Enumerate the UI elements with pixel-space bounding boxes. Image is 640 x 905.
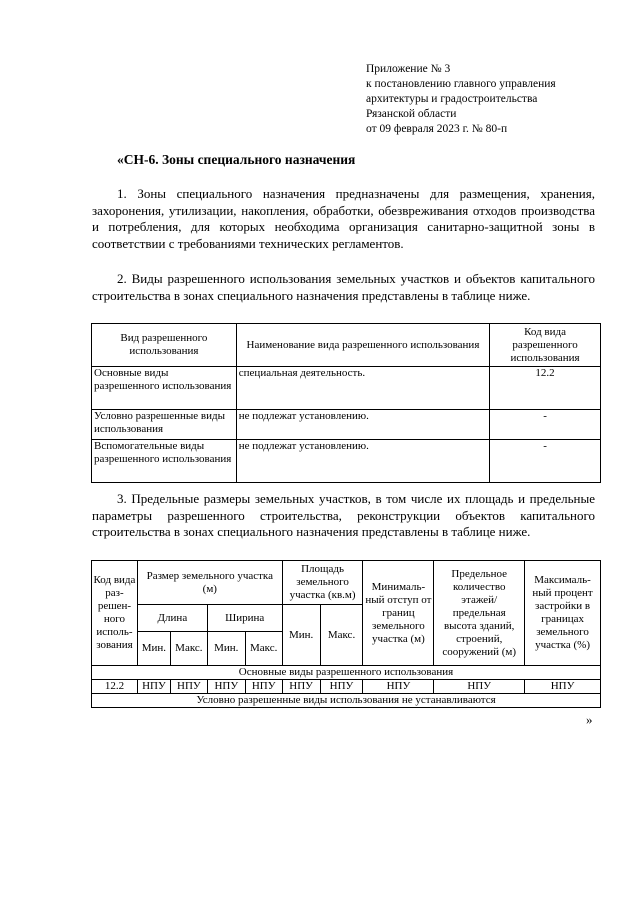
appendix-line: Рязанской области [366,108,457,120]
appendix-line: от 09 февраля 2023 г. № 80-п [366,123,508,135]
paragraph-1: 1. Зоны специального назначения предназначены для размещения, хранения, захоронения, утилизации, накопления, обработки, обезвреживания отходов производства и потребления, для которых необходима организация санитарно-защитной зоны в соответствии с требованиями технических регламентов. [92,186,595,251]
table-cell: НПУ [137,680,170,694]
header-cell: Наименование вида разрешенного использования [236,324,489,367]
section-cell: Основные виды разрешенного использования [92,666,601,680]
table-cell: НПУ [434,680,525,694]
header-cell: Ширина [207,605,282,632]
table-header-row [92,324,601,367]
paragraph-3: 3. Предельные размеры земельных участков, в том числе их площадь и предельные параметры разрешенного строительства, реконструкции объектов капитального строительства в зонах специального назначения представлены в таблице ниже. [92,491,595,539]
use-code-cell: - [490,410,601,440]
header-cell: Мин. [207,632,245,666]
section-cell: Условно разрешенные виды использования не устанавливаются [92,694,601,708]
table-cell: НПУ [245,680,282,694]
table-cell: НПУ [320,680,363,694]
table-row [92,367,601,410]
table-cell: НПУ [170,680,207,694]
appendix-line: Приложение № 3 [366,63,451,75]
use-code-cell: 12.2 [490,367,601,410]
header-cell: Размер земельного участка (м) [137,561,282,605]
table-cell: НПУ [363,680,434,694]
use-type-cell: Основные виды разрешенного использования [92,367,237,410]
header-cell: Макс. [245,632,282,666]
table-row [92,410,601,440]
appendix-line: к постановлению главного управления [366,78,556,90]
table-row [92,680,601,694]
header-cell: Макс. [170,632,207,666]
use-name-cell: не подлежат установлению. [236,410,489,440]
use-type-cell: Условно разрешенные виды использования [92,410,237,440]
section-row [92,666,601,680]
table-cell: НПУ [525,680,601,694]
header-cell: Макс. [320,605,363,666]
appendix-block [366,62,556,137]
use-name-cell: специальная деятельность. [236,367,489,410]
header-cell: Минималь-ный отступ от границ земельного участка (м) [363,561,434,666]
permitted-use-table [91,323,601,483]
appendix-line: архитектуры и градостроительства [366,93,538,105]
header-cell: Вид разрешенного использования [92,324,237,367]
use-code-cell: - [490,440,601,483]
header-cell: Код вида раз-решен-ного исполь-зования [92,561,138,666]
header-cell: Площадь земельного участка (кв.м) [282,561,363,605]
use-name-cell: не подлежат установлению. [236,440,489,483]
header-cell: Мин. [282,605,320,666]
table-row [92,440,601,483]
header-cell: Длина [137,605,207,632]
header-cell: Код вида разрешенного использования [490,324,601,367]
header-cell: Предельное количество этажей/ предельная высота зданий, строений, сооружений (м) [434,561,525,666]
section-heading: «СН-6. Зоны специального назначения [117,152,356,167]
limits-table [91,560,601,708]
table-cell: 12.2 [92,680,138,694]
header-cell: Мин. [137,632,170,666]
section-row [92,694,601,708]
paragraph-2: 2. Виды разрешенного использования земельных участков и объектов капитального строительства в зонах специального назначения представлены в таблице ниже. [92,271,595,303]
use-type-cell: Вспомогательные виды разрешенного использования [92,440,237,483]
table-cell: НПУ [282,680,320,694]
header-cell: Максималь-ный процент застройки в границах земельного участка (%) [525,561,601,666]
table-header-row [92,561,601,605]
closing-quote: » [586,712,593,727]
table-cell: НПУ [207,680,245,694]
